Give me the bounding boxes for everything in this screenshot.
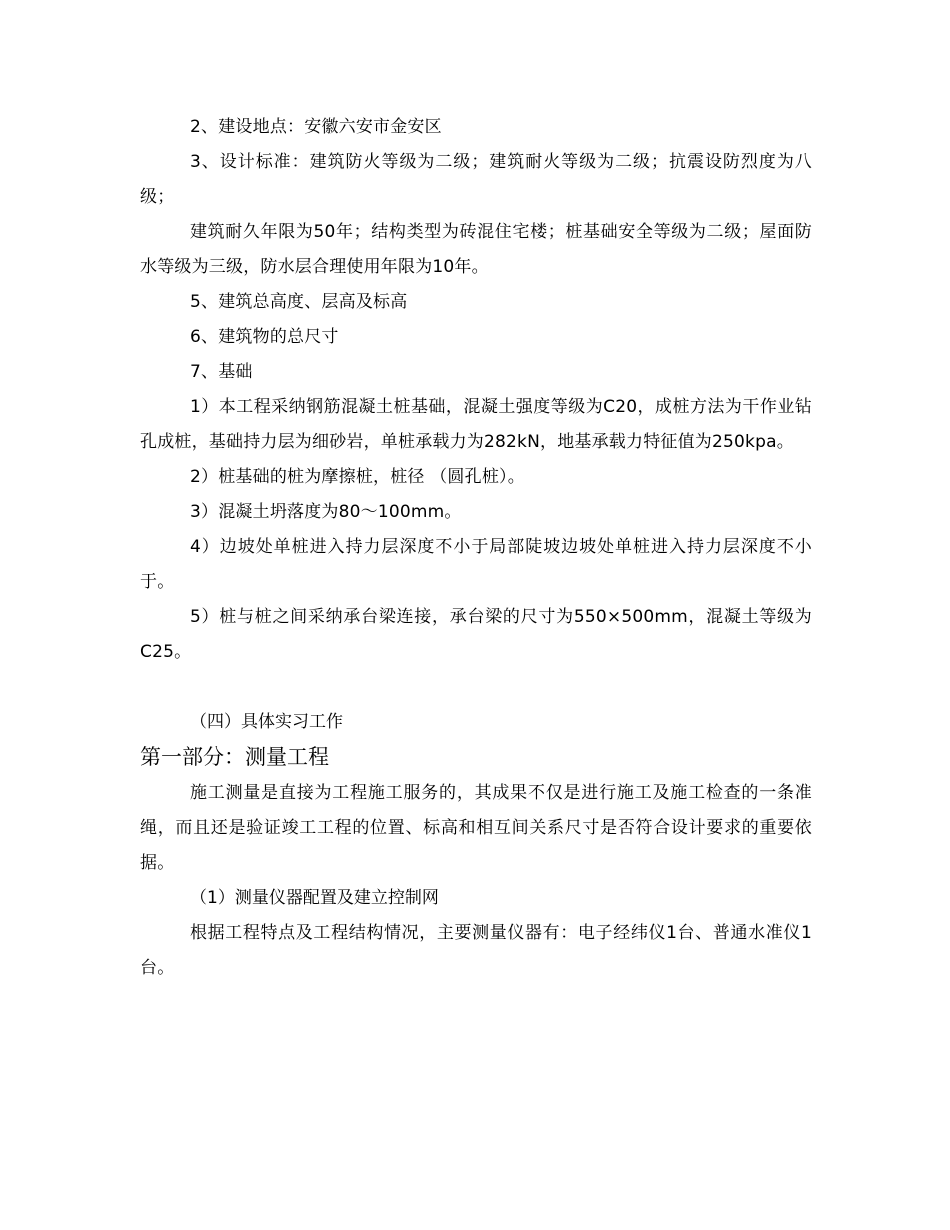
section-heading: （四）具体实习工作 <box>190 712 343 732</box>
document-body <box>140 110 812 986</box>
paragraph-height: 5、建筑总高度、层高及标高 <box>190 292 408 312</box>
paragraph-dimensions: 6、建筑物的总尺寸 <box>190 327 339 347</box>
paragraph-foundation: 7、基础 <box>190 362 253 382</box>
paragraph-durability: 建筑耐久年限为50年；结构类型为砖混住宅楼；桩基础安全等级为二级；屋面防水等级为三级，防水层合理使用年限为10年。 <box>140 222 812 277</box>
subsection-heading: （1）测量仪器配置及建立控制网 <box>190 888 439 908</box>
paragraph-foundation-item-1: 1）本工程采纳钢筋混凝土桩基础，混凝土强度等级为C20，成桩方法为干作业钻孔成桩，基础持力层为细砂岩，单桩承载力为282kN，地基承载力特征值为250kpa。 <box>140 397 812 452</box>
paragraph-construction-site: 2、建设地点：安徽六安市金安区 <box>190 117 442 137</box>
paragraph-instruments: 根据工程特点及工程结构情况，主要测量仪器有：电子经纬仪1台、普通水准仪1台。 <box>140 923 812 978</box>
paragraph-foundation-item-2: 2）桩基础的桩为摩擦桩，桩径 （圆孔桩）。 <box>190 467 525 487</box>
paragraph-foundation-item-4: 4）边坡处单桩进入持力层深度不小于局部陡坡边坡处单桩进入持力层深度不小于。 <box>140 537 812 592</box>
section-spacer <box>140 670 812 705</box>
paragraph-design-standard: 3、设计标准：建筑防火等级为二级；建筑耐火等级为二级；抗震设防烈度为八级； <box>140 152 812 207</box>
paragraph-survey-intro: 施工测量是直接为工程施工服务的，其成果不仅是进行施工及施工检查的一条准绳，而且还是验证竣工工程的位置、标高和相互间关系尺寸是否符合设计要求的重要依据。 <box>140 783 812 873</box>
part-heading: 第一部分：测量工程 <box>140 745 329 769</box>
paragraph-foundation-item-5: 5）桩与桩之间采纳承台梁连接，承台梁的尺寸为550×500mm，混凝土等级为C25。 <box>140 607 812 662</box>
paragraph-foundation-item-3: 3）混凝土坍落度为80～100mm。 <box>190 502 462 522</box>
